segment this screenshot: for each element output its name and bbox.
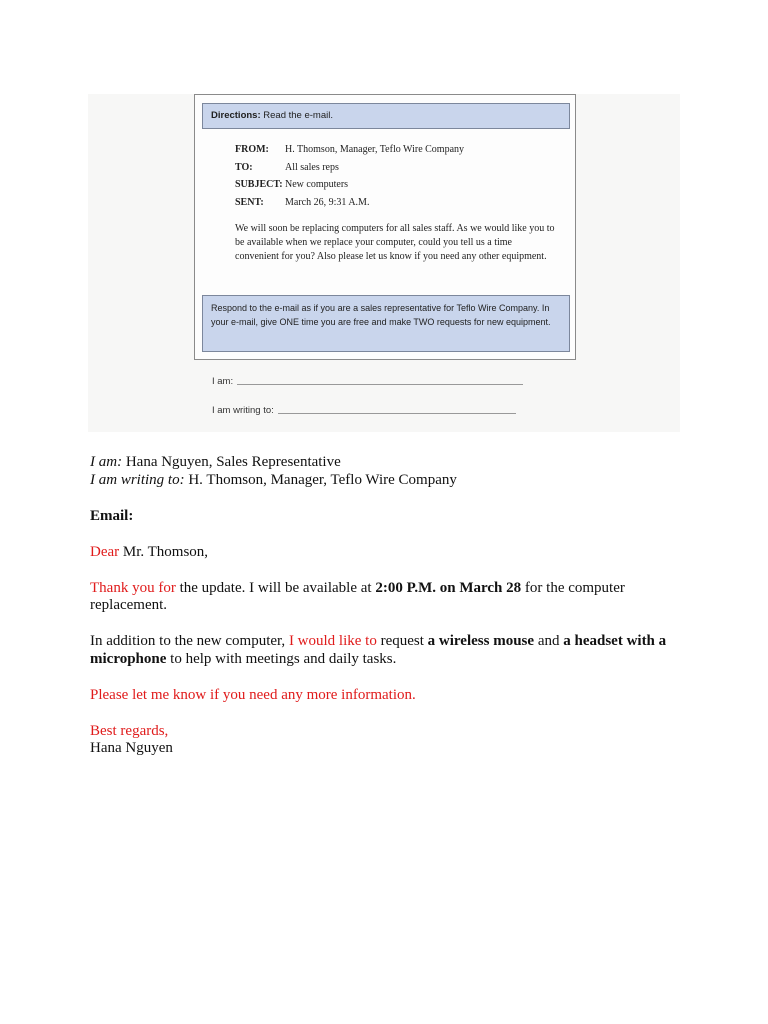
text: to help with meetings and daily tasks. (170, 650, 397, 667)
directions-text: Read the e-mail. (263, 110, 333, 121)
email-header (235, 141, 464, 211)
writing-to-fill-line (212, 405, 516, 416)
salutation-phrase: Dear (90, 543, 120, 560)
phrase-thank-you: Thank you for (90, 579, 176, 596)
header-key: SUBJECT: (235, 179, 283, 190)
text: the update. I will be available at (179, 579, 372, 596)
fill-label: I am writing to: (212, 405, 274, 416)
i-am-label: I am: (90, 454, 123, 470)
blank-line (278, 412, 516, 414)
directions-label: Directions: (211, 110, 261, 121)
closing: Best regards, (90, 722, 169, 739)
phrase-would-like: I would like to (288, 633, 377, 649)
header-value: March 26, 9:31 A.M. (285, 196, 370, 208)
header-row-to (235, 159, 464, 177)
salutation-rest: Mr. Thomson, (122, 543, 209, 560)
header-row-subject (235, 176, 464, 194)
header-value: New computers (285, 179, 349, 190)
respond-instructions: Respond to the e-mail as if you are a sales representative for Teflo Wire Company. In your e-mail, give ONE time you are free and make TWO requests for new equipment. (202, 295, 570, 352)
paragraph-availability (90, 580, 690, 615)
header-key: FROM: (235, 144, 269, 155)
request-1: a wireless mouse (427, 633, 535, 649)
fill-label: I am: (212, 376, 234, 387)
i-am-line (90, 454, 690, 472)
writing-to-value: H. Thomson, Manager, Teflo Wire Company (188, 471, 457, 488)
i-am-value: Hana Nguyen, Sales Representative (125, 454, 341, 470)
closing-request: Please let me know if you need any more information. (90, 686, 416, 703)
text: request (380, 633, 424, 649)
text: and (537, 633, 560, 649)
typed-answer (90, 454, 690, 758)
header-key: TO: (235, 161, 253, 173)
blank-line (237, 383, 523, 385)
writing-to-line (90, 472, 690, 490)
email-body-text: We will soon be replacing computers for all sales staff. As we would like you to be available when we replace your computer, could you tell us a time convenient for you? Also please let us know if you need any other equipment. (235, 223, 555, 262)
header-row-from (235, 141, 464, 159)
salutation (90, 544, 690, 562)
header-key: SENT: (235, 196, 264, 208)
worksheet-email-card (194, 94, 576, 360)
available-time: 2:00 P.M. on March 28 (375, 579, 522, 596)
writing-to-label: I am writing to: (90, 471, 185, 488)
directions-box (202, 103, 570, 129)
paragraph-requests (90, 633, 690, 668)
header-value: H. Thomson, Manager, Teflo Wire Company (285, 144, 465, 155)
request-2: a headset with a microphone (90, 633, 667, 667)
email-heading: Email: (90, 507, 134, 524)
text: In addition to the new computer, (90, 633, 286, 649)
i-am-fill-line (212, 376, 523, 387)
header-row-sent (235, 194, 464, 212)
header-value: All sales reps (285, 161, 339, 173)
signature: Hana Nguyen (90, 740, 173, 756)
text: for the computer replacement. (90, 579, 625, 613)
